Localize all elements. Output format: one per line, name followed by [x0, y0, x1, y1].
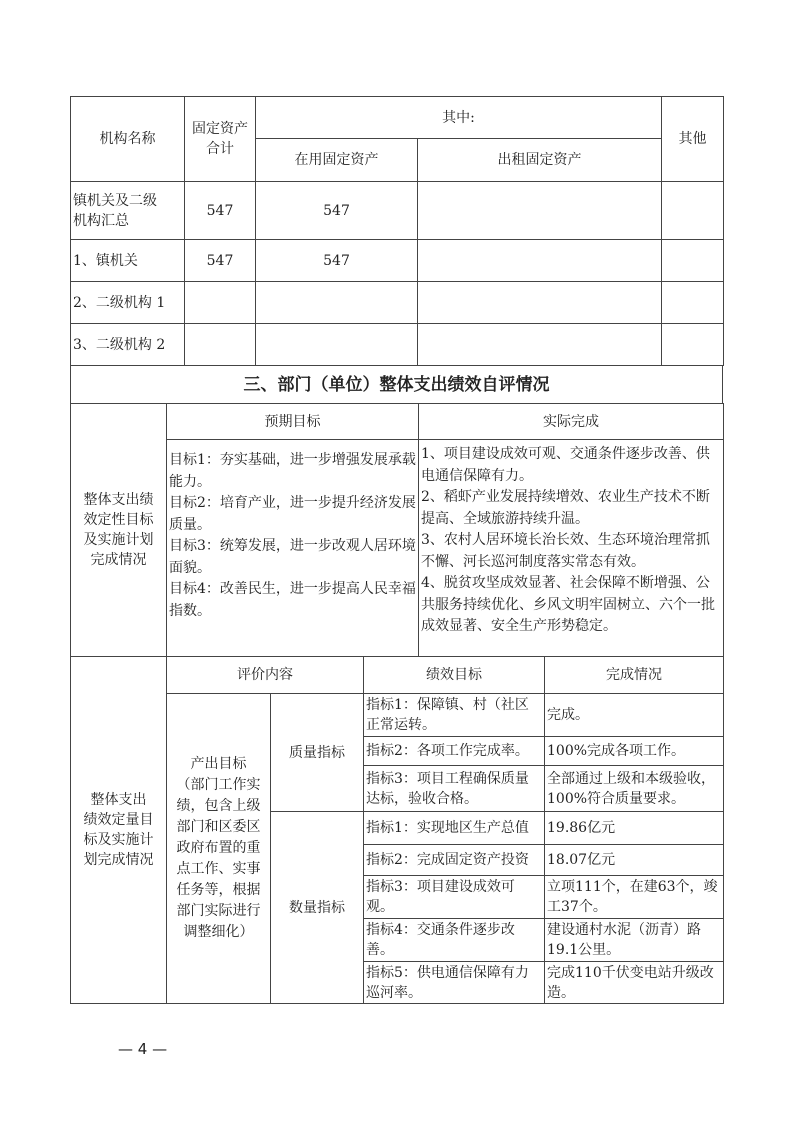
row-name-line2: 机构汇总	[73, 212, 129, 229]
qualitative-label	[71, 404, 167, 657]
quality-target: 指标1：保障镇、村（社区正常运转。	[364, 694, 545, 737]
row-rented	[418, 324, 662, 366]
quantitative-label-line: 标及实施计	[83, 832, 154, 848]
row-in-use: 547	[256, 240, 418, 282]
header-total-line1: 固定资产	[192, 121, 248, 137]
expected-goal: 目标3：统筹发展，进一步改观人居环境面貌。	[169, 538, 416, 576]
header-rented: 出租固定资产	[418, 139, 662, 182]
header-target: 绩效目标	[364, 657, 545, 694]
quantity-result: 建设通村水泥（沥青）路19.1公里。	[545, 919, 724, 962]
quantity-target: 指标4：交通条件逐步改善。	[364, 919, 545, 962]
header-total	[185, 97, 256, 182]
expected-goal: 目标1：夯实基础，进一步增强发展承载能力。	[169, 452, 416, 490]
row-rented	[418, 240, 662, 282]
table-row	[71, 182, 724, 240]
row-in-use	[256, 282, 418, 324]
actual-results	[419, 440, 724, 657]
quantity-result: 立项111个，在建63个，竣工37个。	[545, 876, 724, 919]
header-other: 其他	[662, 97, 724, 182]
qualitative-table	[70, 403, 724, 657]
quantitative-label-line: 整体支出	[90, 792, 147, 808]
actual-result: 4、脱贫攻坚成效显著、社会保障不断增强、公共服务持续优化、乡风文明牢固树立、六个一批成效显著、安全生产形势稳定。	[421, 575, 715, 634]
actual-result: 1、项目建设成效可观、交通条件逐步改善、供电通信保障有力。	[421, 446, 710, 484]
qualitative-label-line: 效定性目标	[83, 512, 154, 528]
quality-result: 全部通过上级和本级验收，100%符合质量要求。	[545, 766, 724, 812]
quality-target: 指标2：各项工作完成率。	[364, 737, 545, 766]
header-in-use: 在用固定资产	[256, 139, 418, 182]
output-target-line: 产出目标	[190, 756, 247, 772]
header-content: 评价内容	[167, 657, 364, 694]
actual-result: 3、农村人居环境长治长效、生态环境治理常抓不懈、河长巡河制度落实常态有效。	[421, 532, 710, 570]
row-name: 3、二级机构 2	[71, 324, 185, 366]
header-total-line2: 合计	[206, 141, 234, 157]
row-other	[662, 240, 724, 282]
row-other	[662, 182, 724, 240]
quantitative-table	[70, 656, 724, 1004]
quantity-result: 完成110千伏变电站升级改造。	[545, 962, 724, 1004]
quantity-target: 指标2：完成固定资产投资	[364, 845, 545, 876]
output-target-line: 政府布置的重	[176, 840, 261, 856]
quantity-result: 18.07亿元	[545, 845, 724, 876]
quantitative-label	[71, 657, 167, 1004]
expected-goal: 目标2：培育产业，进一步提升经济发展质量。	[169, 495, 416, 533]
row-total	[185, 282, 256, 324]
output-target	[167, 694, 271, 1004]
row-rented	[418, 182, 662, 240]
fixed-asset-table	[70, 96, 724, 366]
header-result: 完成情况	[545, 657, 724, 694]
row-name: 2、二级机构 1	[71, 282, 185, 324]
row-other	[662, 324, 724, 366]
output-target-line: 部门和区委区	[176, 819, 261, 835]
row-total	[185, 324, 256, 366]
section-title-table	[70, 365, 723, 404]
expected-goal: 目标4：改善民生，进一步提高人民幸福指数。	[169, 581, 416, 619]
quality-result: 完成。	[545, 694, 724, 737]
row-name: 1、镇机关	[71, 240, 185, 282]
output-target-line: 部门实际进行	[176, 903, 261, 919]
output-target-line: 点工作、实事	[176, 861, 261, 877]
actual-result: 2、稻虾产业发展持续增效、农业生产技术不断提高、全域旅游持续升温。	[421, 489, 710, 527]
quantity-target: 指标5：供电通信保障有力巡河率。	[364, 962, 545, 1004]
quantity-indicator-label: 数量指标	[271, 812, 364, 1004]
qualitative-label-line: 完成情况	[90, 552, 147, 568]
qualitative-label-line: 及实施计划	[83, 532, 154, 548]
section-title: 三、部门（单位）整体支出绩效自评情况	[71, 366, 723, 404]
output-target-line: 绩，包含上级	[176, 798, 261, 814]
quality-indicator-label: 质量指标	[271, 694, 364, 812]
row-in-use: 547	[256, 182, 418, 240]
table-row	[71, 240, 724, 282]
quantity-target: 指标3：项目建设成效可观。	[364, 876, 545, 919]
quality-result: 100%完成各项工作。	[545, 737, 724, 766]
page-number: — 4 —	[118, 1040, 168, 1058]
row-name-line1: 镇机关及二级	[73, 192, 157, 209]
quantitative-label-line: 划完成情况	[83, 852, 154, 868]
output-target-line: 调整细化）	[183, 924, 254, 940]
quality-target: 指标3：项目工程确保质量达标，验收合格。	[364, 766, 545, 812]
quantity-result: 19.86亿元	[545, 812, 724, 845]
row-other	[662, 282, 724, 324]
actual-header: 实际完成	[419, 404, 724, 440]
row-total: 547	[185, 182, 256, 240]
row-name	[71, 182, 185, 240]
expected-header: 预期目标	[167, 404, 419, 440]
output-target-line: 任务等，根据	[176, 882, 261, 898]
expected-goals	[167, 440, 419, 657]
row-in-use	[256, 324, 418, 366]
qualitative-label-line: 整体支出绩	[83, 492, 154, 508]
output-target-line: （部门工作实	[176, 777, 261, 793]
table-row	[71, 324, 724, 366]
header-org-name: 机构名称	[71, 97, 185, 182]
row-total: 547	[185, 240, 256, 282]
row-rented	[418, 282, 662, 324]
quantity-target: 指标1：实现地区生产总值	[364, 812, 545, 845]
header-of-which: 其中:	[256, 97, 662, 139]
quantitative-label-line: 绩效定量目	[83, 812, 154, 828]
table-row	[71, 282, 724, 324]
